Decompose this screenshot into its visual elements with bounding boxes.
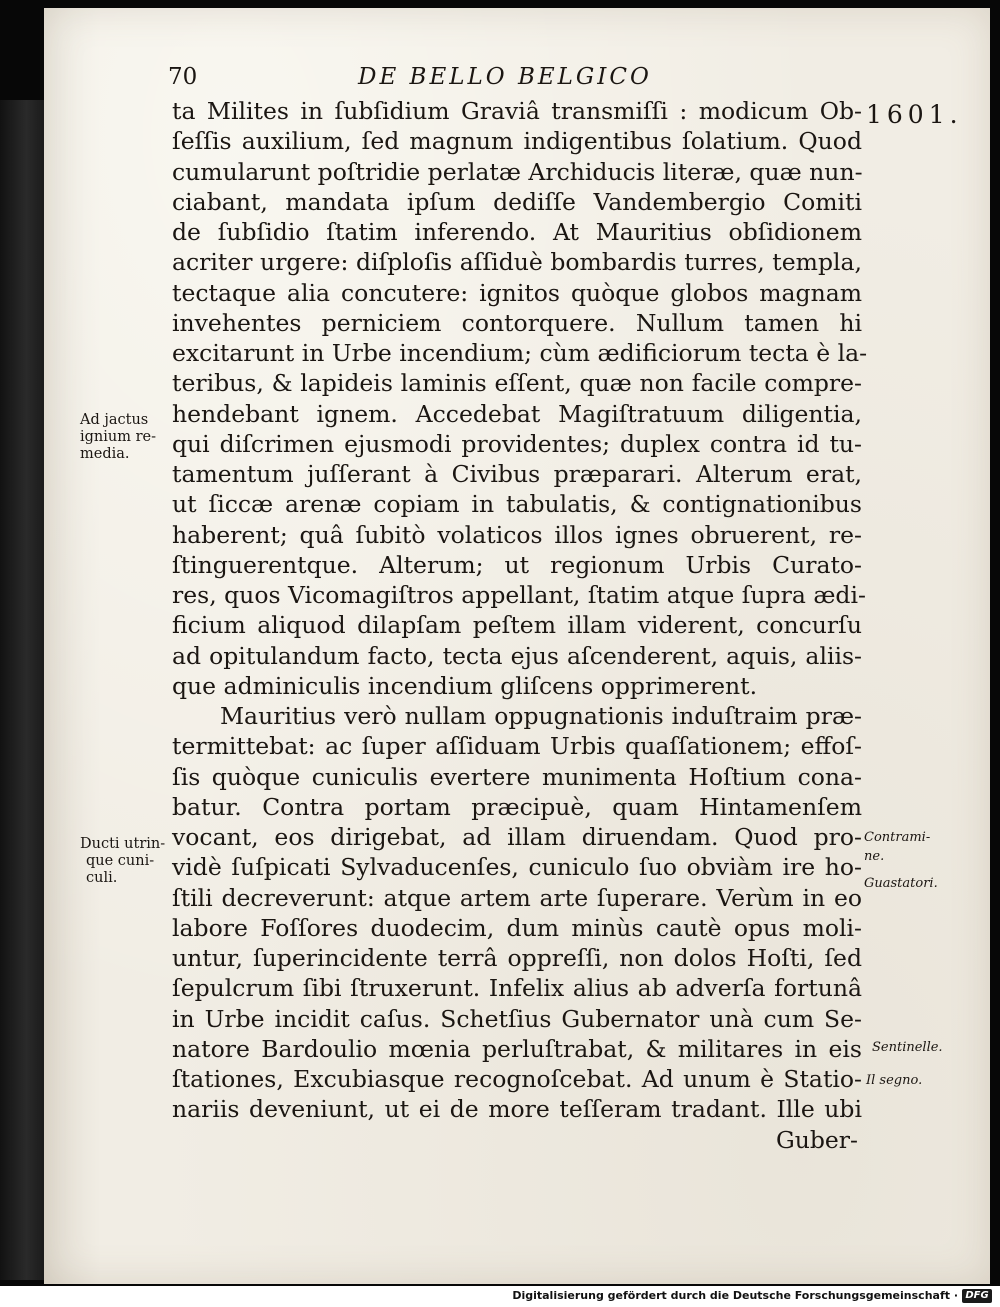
text-line: ta Milites in ſubſidium Graviâ transmiſſi : modicum Ob- <box>172 97 862 125</box>
text-line: cumularunt poſtridie perlatæ Archiducis literæ, quæ nun- <box>172 157 863 186</box>
body-text <box>172 96 868 1155</box>
text-line: ut ſiccæ arenæ copiam in tabulatis, & contignationibus <box>172 490 862 519</box>
margin-note-left <box>80 412 168 463</box>
paragraph-start-line: Mauritius verò nullam oppugnationis induſtraim præ- <box>220 702 862 730</box>
margin-note-left <box>80 836 168 887</box>
text-line: ſtinguerentque. Alterum; ut regionum Urbis Curato- <box>172 550 862 579</box>
running-title: DE BELLO BELGICO <box>358 64 652 90</box>
digitization-note: Digitalisierung gefördert durch die Deutsche Forschungsgemeinschaft · <box>512 1289 958 1302</box>
text-line: tectaque alia concutere: ignitos quòque globos magnam <box>172 278 862 307</box>
text-line: que adminiculis incendium gliſcens opprimerent. <box>172 671 758 700</box>
text-line: de ſubſidio ſtatim inferendo. At Mauritius obſidionem <box>172 218 862 246</box>
text-line: ſis quòque cuniculis evertere munimenta Hoſtium cona- <box>172 762 862 791</box>
margin-note-right: Contrami- <box>864 830 931 845</box>
text-line: qui diſcrimen ejusmodi providentes; duplex contra id tu- <box>172 429 862 458</box>
text-line: teribus, & lapideis laminis eſſent, quæ non facile compre- <box>172 369 862 398</box>
text-line: invehentes perniciem contorquere. Nullum tamen hi <box>172 308 862 337</box>
digitization-footer <box>0 1286 1000 1307</box>
binding-edge <box>0 100 44 1280</box>
margin-note-line: Ad jactus <box>80 412 149 428</box>
margin-note-right: Sentinelle. <box>872 1040 943 1055</box>
text-line: ſepulcrum ſibi ſtruxerunt. Infelix alius ab adverſa fortunâ <box>172 974 862 1003</box>
text-line: vidè ſuſpicati Sylvaducenſes, cuniculo ſuo obviàm ire ho- <box>172 853 862 882</box>
margin-note-right: Guastatori. <box>864 876 938 891</box>
text-line: haberent; quâ ſubitò volaticos illos ignes obruerent, re- <box>172 520 862 549</box>
text-line: ciabant, mandata ipſum dediſſe Vandembergio Comiti <box>172 187 862 216</box>
catchword: Guber- <box>775 1125 858 1154</box>
text-line: ad opitulandum facto, tecta ejus aſcenderent, aquis, aliis- <box>172 641 862 670</box>
text-line: ſeſſis auxilium, ſed magnum indigentibus ſolatium. Quod <box>172 127 862 156</box>
text-line: ſtationes, Excubiasque recognoſcebat. Ad unum è Statio- <box>172 1065 862 1093</box>
text-line: untur, ſuperincidente terrâ oppreſſi, non dolos Hoſti, ſed <box>172 944 862 972</box>
text-line: labore Foſſores duodecim, dum minùs cautè opus moli- <box>172 913 862 942</box>
text-line: nariis deveniunt, ut ei de more teſſeram tradant. Ille ubi <box>172 1095 862 1124</box>
text-line: ficium aliquod dilapſam peſtem illam viderent, concurſu <box>172 611 862 640</box>
text-line: excitarunt in Urbe incendium; cùm ædificiorum tecta è la- <box>172 339 868 367</box>
text-line: res, quos Vicomagiſtros appellant, ſtatim atque ſupra ædi- <box>172 581 866 609</box>
text-line: natore Bardoulio mœnia perluſtrabat, & militares in eis <box>172 1034 862 1063</box>
dfg-logo: DFG <box>962 1289 992 1303</box>
text-line: vocant, eos dirigebat, ad illam diruendam. Quod pro- <box>172 823 862 851</box>
margin-note-line: culi. <box>86 870 118 886</box>
margin-note-line: que cuni- <box>86 853 155 869</box>
margin-note-line: ignium re- <box>80 429 157 445</box>
text-line: ſtili decreverunt: atque artem arte ſuperare. Verùm in eo <box>172 883 862 912</box>
text-line: acriter urgere: diſploſis aſſiduè bombardis turres, templa, <box>172 248 862 277</box>
margin-note-right: ne. <box>864 849 885 864</box>
page-number: 70 <box>168 64 198 90</box>
text-line: hendebant ignem. Accedebat Magiſtratuum diligentia, <box>172 399 862 428</box>
margin-note-line: Ducti utrin- <box>80 836 166 852</box>
text-line: tamentum juſſerant à Civibus præparari. Alterum erat, <box>172 460 862 488</box>
text-line: termittebat: ac ſuper aſſiduam Urbis quaſſationem; effoſ- <box>172 732 862 761</box>
margin-note-line: media. <box>80 446 130 462</box>
text-line: in Urbe incidit caſus. Schetſius Gubernator unà cum Se- <box>172 1004 862 1033</box>
margin-note-right: Il segno. <box>866 1073 923 1088</box>
page-header <box>168 62 868 98</box>
text-line: batur. Contra portam præcipuè, quam Hintamenſem <box>172 792 862 821</box>
year-marginal-marker: 1601. <box>866 100 963 129</box>
